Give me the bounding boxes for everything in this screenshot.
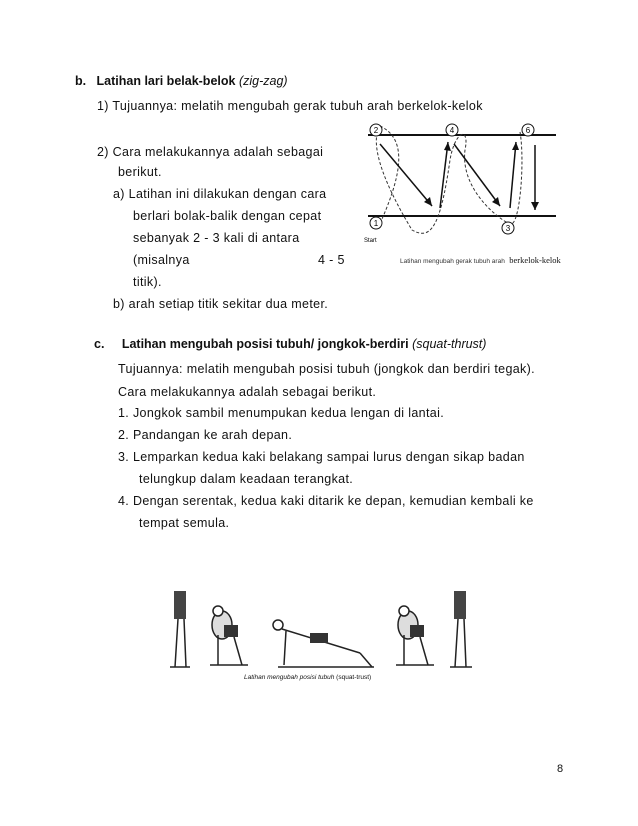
marker-3 — [502, 222, 514, 234]
section-c-step2: 2. Pandangan ke arah depan. — [118, 428, 293, 442]
start-label: Start — [364, 238, 377, 244]
marker-1-label: 1 — [373, 219, 379, 228]
section-b-item2-line1: 2) Cara melakukannya adalah sebagai — [97, 145, 324, 159]
marker-2-label: 2 — [373, 126, 379, 135]
section-b-a-line3: sebanyak 2 - 3 kali di antara — [133, 231, 300, 245]
section-b-a-line4b: 4 - 5 — [318, 253, 345, 267]
squat-thrust-figure — [160, 585, 490, 675]
section-b-item2-line2: berikut. — [118, 165, 162, 179]
figure1-caption — [400, 250, 561, 268]
section-c-title-italic: (squat-thrust) — [412, 337, 487, 351]
section-c-letter: c. — [94, 337, 105, 351]
zigzag-figure — [360, 120, 560, 250]
section-b-item1: 1) Tujuannya: melatih mengubah gerak tubuh arah berkelok-kelok — [97, 99, 483, 113]
section-c-step1: 1. Jongkok sambil menumpukan kedua lengan di lantai. — [118, 406, 445, 420]
section-c-line2: Cara melakukannya adalah sebagai berikut. — [118, 385, 377, 399]
figure2-caption-normal: (squat-trust) — [336, 674, 372, 681]
section-b-a-line2: berlari bolak-balik dengan cepat — [133, 209, 322, 223]
marker-1 — [370, 217, 382, 229]
page-number: 8 — [557, 763, 564, 775]
figure1-caption-small: Latihan mengubah gerak tubuh arah — [400, 258, 505, 265]
section-b-letter: b. — [75, 74, 87, 88]
section-b-title-italic: (zig-zag) — [238, 74, 288, 88]
marker-2 — [370, 124, 382, 136]
section-c-step4-cont: tempat semula. — [139, 516, 230, 530]
section-b-a-line5: titik). — [133, 275, 162, 289]
section-c-step4: 4. Dengan serentak, kedua kaki ditarik ke depan, kemudian kembali ke — [118, 494, 534, 508]
section-b-a-line1: a) Latihan ini dilakukan dengan cara — [113, 187, 327, 201]
section-c-step3-cont: telungkup dalam keadaan terangkat. — [139, 472, 354, 486]
section-b-b-item: b) arah setiap titik sekitar dua meter. — [113, 297, 329, 311]
marker-6 — [522, 124, 534, 136]
section-b-heading — [75, 74, 288, 88]
figure2-caption — [244, 674, 371, 681]
marker-3-label: 3 — [505, 224, 511, 233]
marker-6-label: 6 — [525, 126, 531, 135]
section-c-step3: 3. Lemparkan kedua kaki belakang sampai lurus dengan sikap badan — [118, 450, 525, 464]
marker-4-label: 4 — [449, 126, 455, 135]
figure2-caption-italic: Latihan mengubah posisi tubuh — [244, 674, 335, 681]
section-c-title: Latihan mengubah posisi tubuh/ jongkok-berdiri — [121, 337, 409, 351]
section-b-title: Latihan lari belak-belok — [96, 74, 236, 88]
figure1-caption-large: berkelok-kelok — [509, 255, 561, 265]
section-c-heading — [94, 337, 486, 351]
marker-4 — [446, 124, 458, 136]
section-c-line1: Tujuannya: melatih mengubah posisi tubuh (jongkok dan berdiri tegak). — [118, 362, 535, 376]
section-b-a-line4a: (misalnya — [133, 253, 190, 267]
